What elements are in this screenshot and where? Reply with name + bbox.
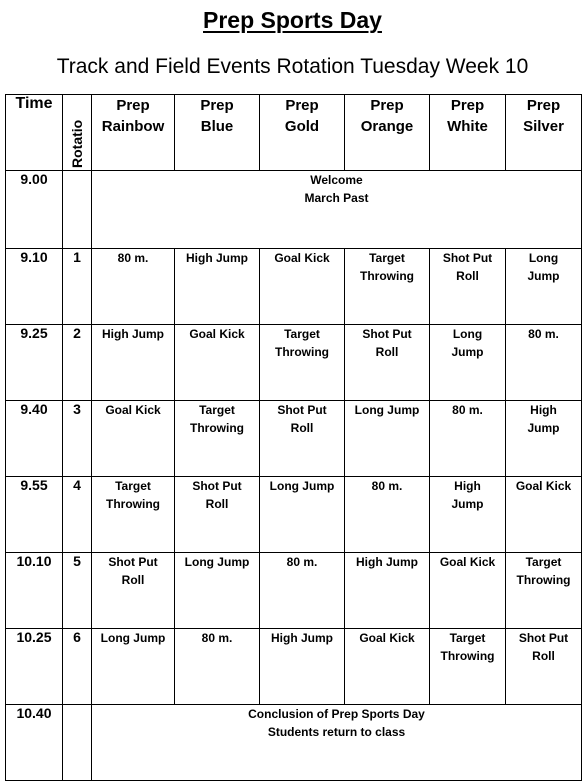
event-line: Roll <box>532 649 555 663</box>
conclusion-row <box>6 705 582 781</box>
event-cell <box>430 249 506 325</box>
time-cell: 9.10 <box>6 249 63 325</box>
event-cell <box>260 401 345 477</box>
header-house <box>430 95 506 171</box>
event-line: Shot Put <box>442 251 493 265</box>
event-cell <box>92 477 175 553</box>
event-cell <box>260 325 345 401</box>
event-cell <box>260 249 345 325</box>
event-cell <box>175 553 260 629</box>
house-line: Orange <box>360 118 414 135</box>
event-cell <box>345 629 430 705</box>
event-cell <box>92 553 175 629</box>
event-line: Goal Kick <box>105 403 161 417</box>
event-line: Shot Put <box>108 555 158 569</box>
time-cell: 10.25 <box>6 629 63 705</box>
rotation-table <box>5 94 582 781</box>
time-cell: 10.40 <box>6 705 63 781</box>
event-cell <box>506 401 582 477</box>
rotation-row <box>6 325 582 401</box>
rotation-row <box>6 629 582 705</box>
conclusion-cell <box>92 705 582 781</box>
event-cell <box>175 249 260 325</box>
event-line: Jump <box>527 421 560 435</box>
event-line: 80 m. <box>528 327 559 341</box>
event-line: Shot Put <box>192 479 242 493</box>
house-line: Prep <box>116 97 150 114</box>
event-line: Target <box>284 327 320 341</box>
house-line: Prep <box>450 97 485 114</box>
event-line: Goal Kick <box>439 555 496 569</box>
welcome-line: Welcome <box>310 173 363 187</box>
event-cell <box>430 477 506 553</box>
rotation-row <box>6 401 582 477</box>
house-line: Silver <box>523 118 564 135</box>
event-cell <box>506 325 582 401</box>
event-line: Roll <box>121 573 145 587</box>
header-house <box>260 95 345 171</box>
time-cell: 9.40 <box>6 401 63 477</box>
event-line: Throwing <box>190 421 244 435</box>
event-line: 80 m. <box>286 555 318 569</box>
event-cell <box>506 553 582 629</box>
header-house <box>345 95 430 171</box>
house-line: Prep <box>526 97 561 114</box>
time-cell: 9.55 <box>6 477 63 553</box>
house-line: White <box>447 118 488 135</box>
house-line: Rainbow <box>101 118 165 135</box>
rotation-number-cell: 6 <box>63 629 92 705</box>
event-line: High Jump <box>186 251 248 265</box>
event-cell <box>430 553 506 629</box>
page-subtitle: Track and Field Events Rotation Tuesday Week 10 <box>56 55 529 78</box>
event-line: Jump <box>451 497 484 511</box>
event-cell <box>92 629 175 705</box>
rotation-number-cell: 4 <box>63 477 92 553</box>
event-line: Target <box>199 403 235 417</box>
event-cell <box>345 249 430 325</box>
event-line: High Jump <box>102 327 164 341</box>
event-cell <box>175 629 260 705</box>
event-line: Roll <box>375 345 399 359</box>
event-cell <box>175 401 260 477</box>
house-line: Blue <box>200 118 234 135</box>
event-line: Throwing <box>440 649 495 663</box>
event-cell <box>506 477 582 553</box>
event-line: Long Jump <box>354 403 420 417</box>
conclusion-line: Students return to class <box>267 725 406 739</box>
house-line: Prep <box>200 97 234 114</box>
event-line: Long Jump <box>184 555 250 569</box>
event-line: Goal Kick <box>515 479 572 493</box>
event-cell <box>506 629 582 705</box>
event-line: Long Jump <box>269 479 335 493</box>
event-line: High Jump <box>271 631 333 645</box>
house-line: Prep <box>285 97 319 114</box>
welcome-row <box>6 171 582 249</box>
conclusion-line: Conclusion of Prep Sports Day <box>248 707 425 721</box>
event-line: Target <box>369 251 405 265</box>
header-time: Time <box>6 95 63 171</box>
rotation-number-cell: 1 <box>63 249 92 325</box>
house-line: Prep <box>370 97 404 114</box>
event-line: Roll <box>456 269 479 283</box>
event-cell <box>92 249 175 325</box>
time-cell: 9.25 <box>6 325 63 401</box>
event-cell <box>92 325 175 401</box>
event-cell <box>260 477 345 553</box>
event-cell <box>345 401 430 477</box>
rotation-number-cell: 3 <box>63 401 92 477</box>
event-cell <box>430 629 506 705</box>
event-line: Roll <box>290 421 314 435</box>
header-house <box>92 95 175 171</box>
event-line: Target <box>115 479 151 493</box>
event-cell <box>345 325 430 401</box>
header-row <box>6 95 582 171</box>
event-line: Shot Put <box>277 403 327 417</box>
page-title: Prep Sports Day <box>203 7 382 33</box>
event-line: Long <box>452 327 483 341</box>
event-line: Throwing <box>275 345 329 359</box>
event-cell <box>92 401 175 477</box>
welcome-cell <box>92 171 582 249</box>
event-line: 80 m. <box>371 479 403 493</box>
rotation-row <box>6 477 582 553</box>
event-cell <box>175 477 260 553</box>
rotation-row <box>6 249 582 325</box>
event-line: Goal Kick <box>359 631 415 645</box>
rotation-cell <box>63 171 92 249</box>
header-house <box>506 95 582 171</box>
rotation-number-cell: 5 <box>63 553 92 629</box>
event-line: 80 m. <box>452 403 483 417</box>
event-line: Goal Kick <box>189 327 245 341</box>
header-house <box>175 95 260 171</box>
event-line: Target <box>525 555 562 569</box>
rotation-row <box>6 553 582 629</box>
event-line: Jump <box>527 269 560 283</box>
event-line: High <box>454 479 481 493</box>
event-cell <box>175 325 260 401</box>
event-line: Goal Kick <box>274 251 330 265</box>
event-line: 80 m. <box>201 631 233 645</box>
event-line: Throwing <box>360 269 414 283</box>
event-line: Long Jump <box>100 631 166 645</box>
event-line: Roll <box>205 497 229 511</box>
event-line: Throwing <box>106 497 160 511</box>
house-line: Gold <box>284 118 320 135</box>
event-cell <box>345 477 430 553</box>
event-line: Shot Put <box>518 631 569 645</box>
event-line: High Jump <box>356 555 418 569</box>
time-cell: 9.00 <box>6 171 63 249</box>
header-rotation-label: Rotatio <box>69 119 85 168</box>
event-line: Jump <box>451 345 484 359</box>
event-line: 80 m. <box>117 251 149 265</box>
time-cell: 10.10 <box>6 553 63 629</box>
event-line: Long <box>528 251 559 265</box>
event-line: High <box>530 403 557 417</box>
header-rotation <box>63 95 92 171</box>
event-line: Throwing <box>516 573 571 587</box>
event-cell <box>430 401 506 477</box>
rotation-number-cell: 2 <box>63 325 92 401</box>
welcome-line: March Past <box>304 191 369 205</box>
event-line: Target <box>449 631 486 645</box>
event-cell <box>260 553 345 629</box>
event-cell <box>260 629 345 705</box>
event-cell <box>430 325 506 401</box>
event-cell <box>506 249 582 325</box>
event-line: Shot Put <box>362 327 412 341</box>
rotation-cell <box>63 705 92 781</box>
event-cell <box>345 553 430 629</box>
